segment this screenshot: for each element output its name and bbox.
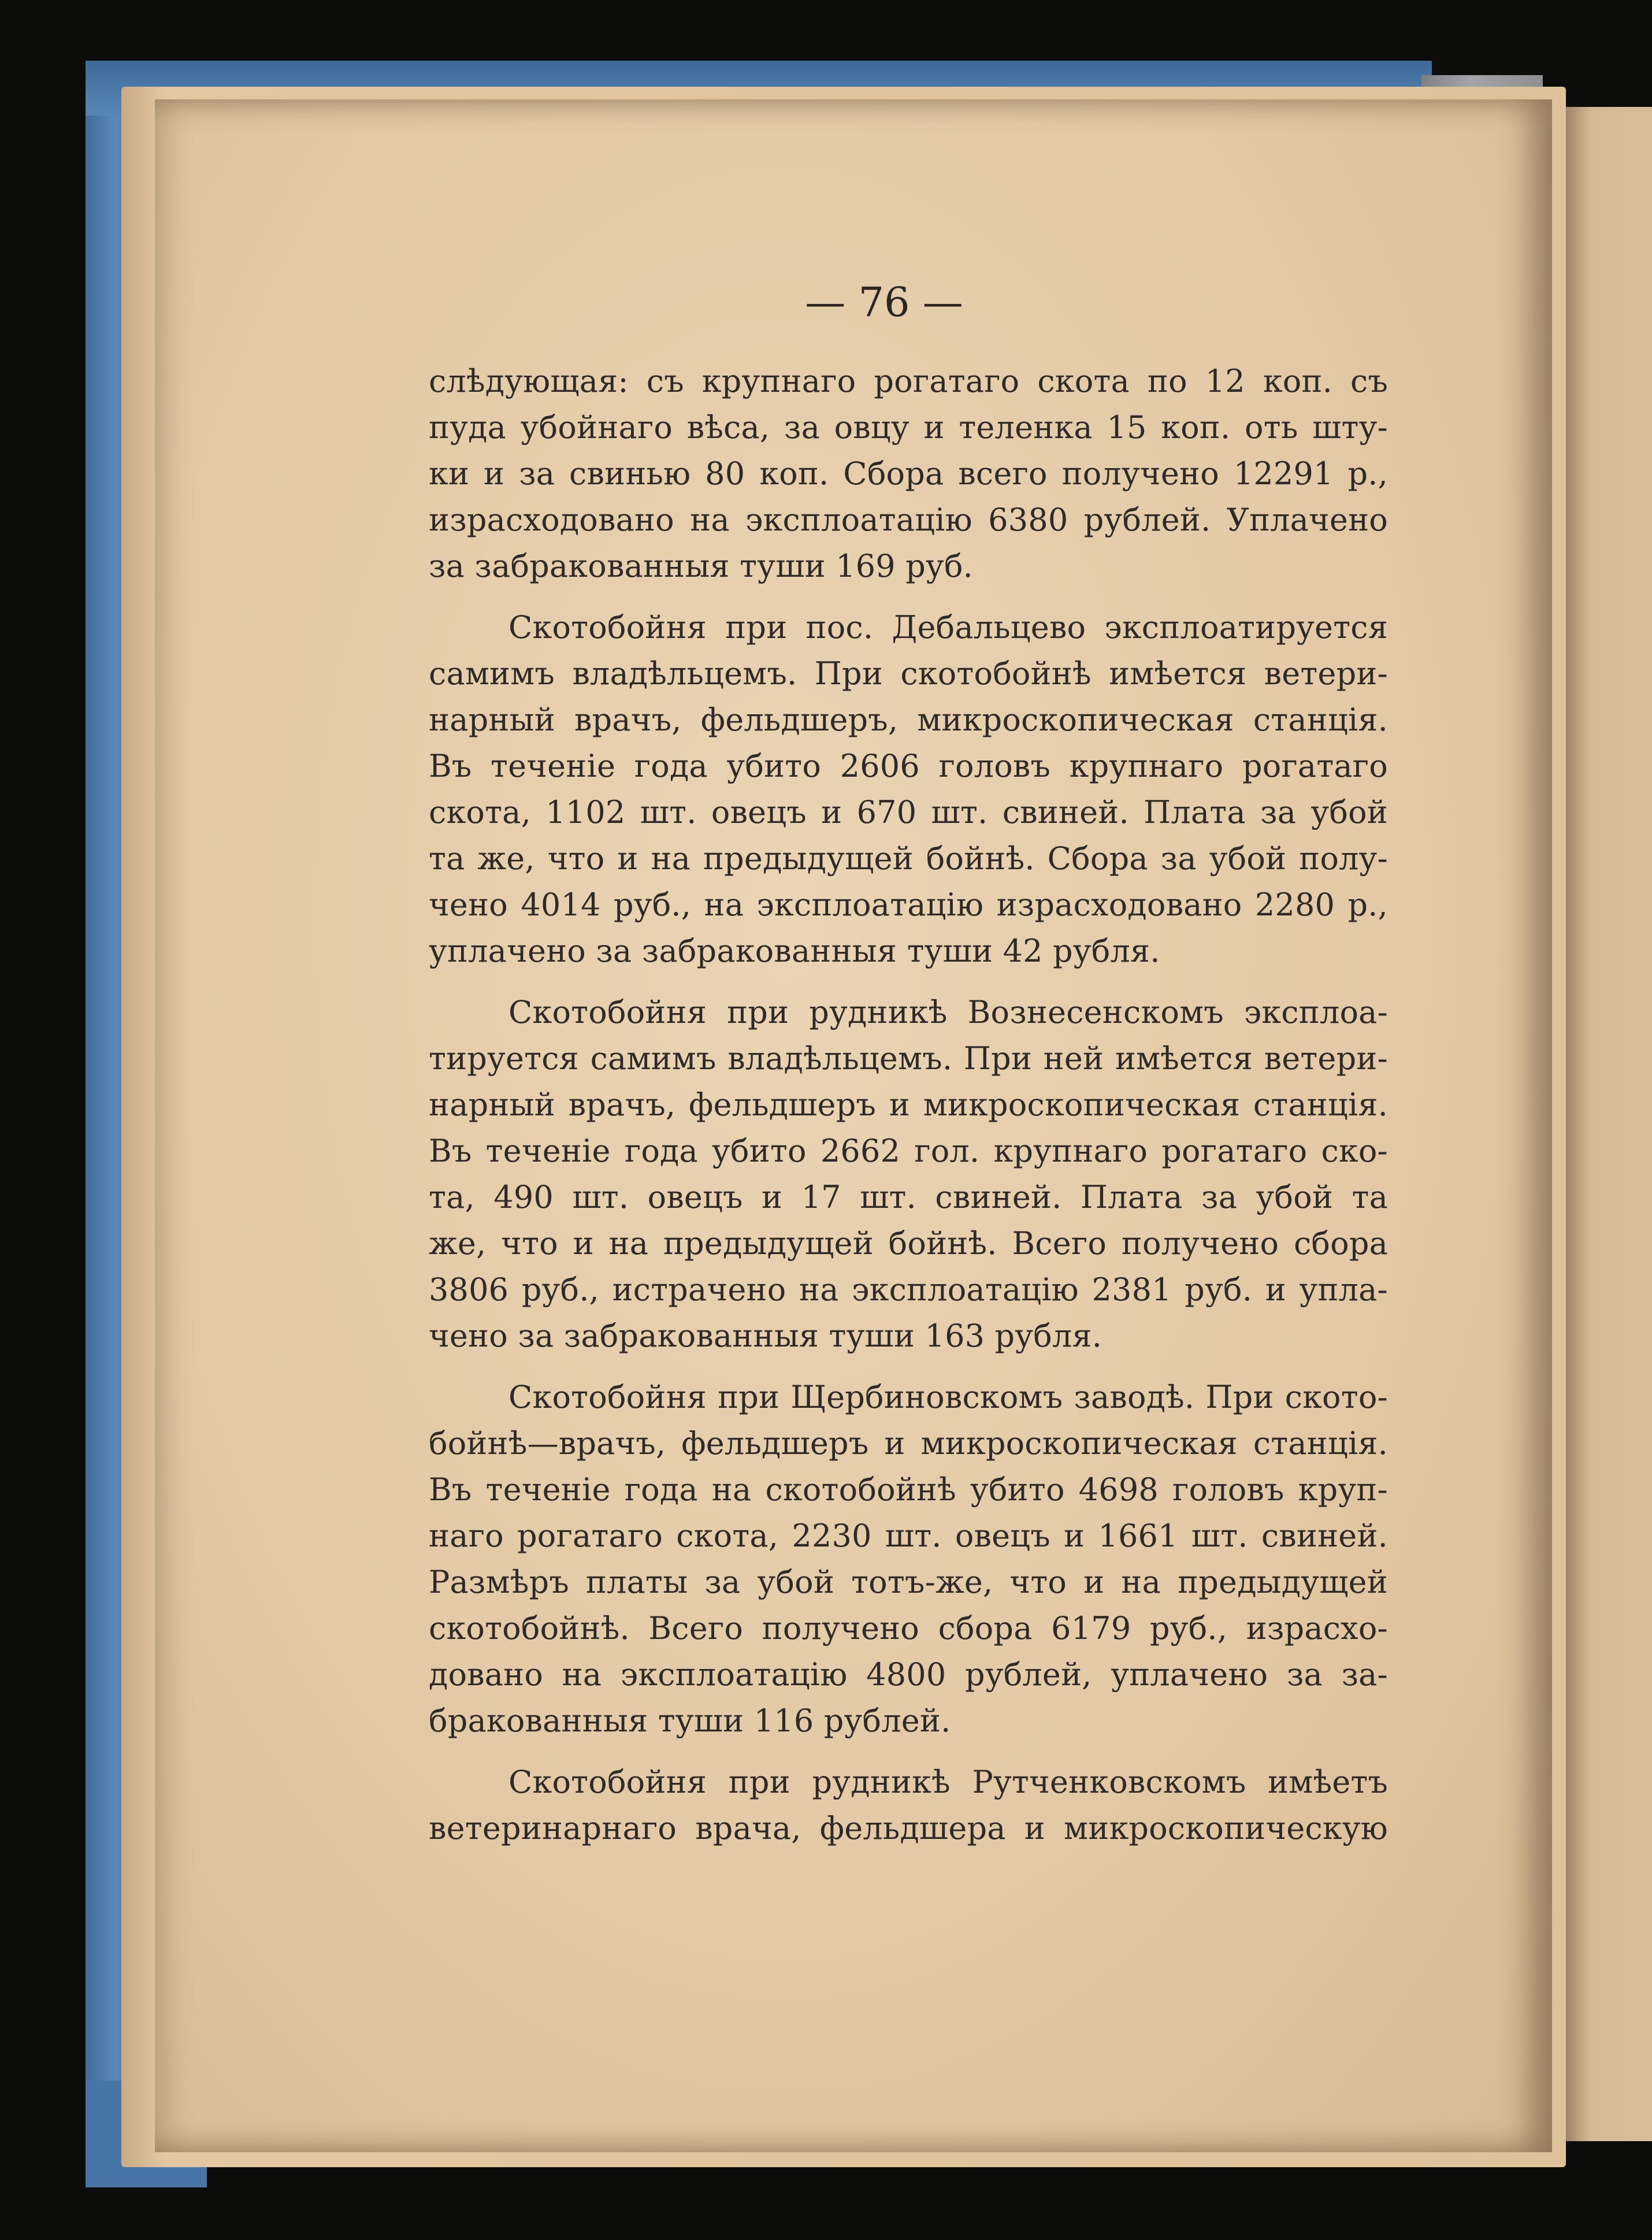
text-line: тируется самимъ владѣльцемъ. При ней имѣется ветери- (429, 1040, 1388, 1077)
text-line: нарный врачъ, фельдшеръ и микроскопическая станція. (429, 1086, 1388, 1123)
text-line: Скотобойня при Щербиновскомъ заводѣ. При ското- (508, 1379, 1388, 1415)
text-line: Въ теченіе года убито 2662 гол. крупнаго рогатаго ско- (429, 1133, 1388, 1169)
text-line: бракованныя туши 116 рублей. (429, 1703, 951, 1739)
text-line: та, 490 шт. овецъ и 17 шт. свиней. Плата за убой та (429, 1179, 1388, 1215)
text-line: скотобойнѣ. Всего получено сбора 6179 руб., израсхо- (429, 1610, 1388, 1646)
text-line: Размѣръ платы за убой тотъ-же, что и на предыдущей (429, 1564, 1388, 1600)
text-line: скота, 1102 шт. овецъ и 670 шт. свиней. Плата за убой (429, 794, 1388, 830)
text-line: израсходовано на эксплоатацію 6380 рублей. Уплачено (429, 502, 1388, 538)
facing-page-edge (1560, 107, 1652, 2141)
text-line: Въ теченіе года убито 2606 головъ крупнаго рогатаго (429, 748, 1388, 784)
text-line: 3806 руб., истрачено на эксплоатацію 2381 руб. и упла- (429, 1271, 1388, 1308)
text-line: ветеринарнаго врача, фельдшера и микроскопическую (429, 1810, 1388, 1846)
text-line: Скотобойня при рудникѣ Вознесенскомъ эксплоа- (508, 994, 1388, 1030)
text-line: ки и за свинью 80 коп. Сбора всего получено 12291 р., (429, 455, 1388, 492)
text-line: же, что и на предыдущей бойнѣ. Всего получено сбора (429, 1225, 1388, 1262)
text-line: пуда убойнаго вѣса, за овцу и теленка 15 коп. оть шту- (429, 409, 1388, 446)
text-line: за забракованныя туши 169 руб. (429, 548, 974, 584)
page-number: — 76 — (805, 279, 963, 326)
text-line: Скотобойня при рудникѣ Рутченковскомъ имѣетъ (508, 1764, 1388, 1800)
text-line: наго рогатаго скота, 2230 шт. овецъ и 1661 шт. свиней. (429, 1518, 1388, 1554)
text-line: чено 4014 руб., на эксплоатацію израсходовано 2280 р., (429, 887, 1388, 923)
text-line: самимъ владѣльцемъ. При скотобойнѣ имѣется ветери- (429, 655, 1388, 692)
text-line: уплачено за забракованныя туши 42 рубля. (429, 933, 1160, 969)
text-line: Скотобойня при пос. Дебальцево эксплоатируется (508, 609, 1388, 646)
text-line: довано на эксплоатацію 4800 рублей, уплачено за за- (429, 1656, 1388, 1693)
text-line: чено за забракованныя туши 163 рубля. (429, 1318, 1102, 1354)
page-text (429, 358, 1388, 1852)
text-line: Въ теченіе года на скотобойнѣ убито 4698 головъ круп- (429, 1471, 1388, 1508)
text-line: слѣдующая: съ крупнаго рогатаго скота по 12 коп. съ (429, 363, 1388, 399)
text-line: бойнѣ—врачъ, фельдшеръ и микроскопическая станція. (429, 1425, 1388, 1462)
text-line: нарный врачъ, фельдшеръ, микроскопическая станція. (429, 702, 1388, 738)
text-line: та же, что и на предыдущей бойнѣ. Сбора за убой полу- (429, 840, 1388, 877)
